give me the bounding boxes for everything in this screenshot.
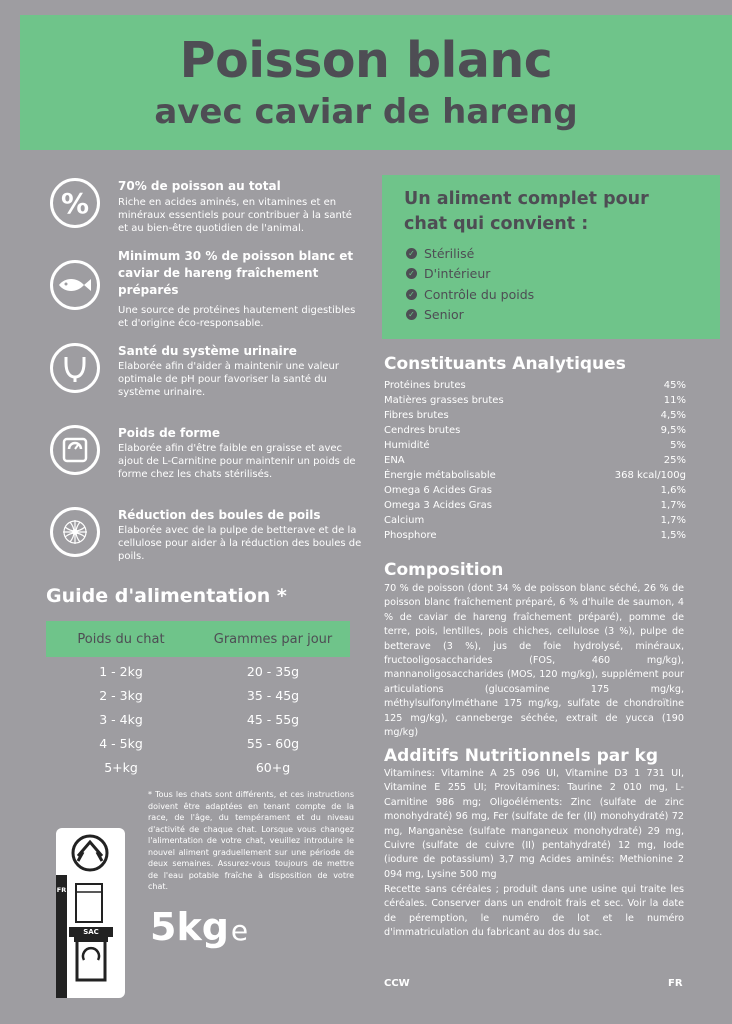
table-row: Énergie métabolisable 368 kcal/100g	[384, 470, 686, 481]
composition-heading: Composition	[384, 560, 504, 580]
table-row: Omega 3 Acides Gras 1,7%	[384, 500, 686, 511]
check-icon: ✓	[406, 289, 417, 300]
feature-title: 70% de poisson au total	[118, 179, 281, 193]
storage-text: Recette sans céréales ; produit dans une usine qui traite les céréales. Conserver dans un endroit frais et sec. Voir la date de péremption, le numéro de lot et le numéro d'immatriculation du fabricant au dos du sac.	[384, 884, 684, 939]
feature-title: Réduction des boules de poils	[118, 508, 321, 522]
feeding-guide-heading: Guide d'alimentation *	[46, 585, 287, 607]
check-icon: ✓	[406, 248, 417, 259]
feature-title: Poids de forme	[118, 426, 220, 440]
table-row: 1 - 2kg 20 - 35g	[99, 664, 300, 679]
constituents-heading: Constituants Analytiques	[384, 354, 626, 374]
check-icon: ✓	[406, 268, 417, 279]
column-header: Grammes par jour	[213, 631, 333, 647]
net-weight: 5kge	[150, 905, 249, 949]
footer-country: FR	[668, 978, 683, 989]
additives-heading: Additifs Nutritionnels par kg	[384, 746, 659, 766]
footer-code: CCW	[384, 978, 410, 989]
list-item: ✓ Senior	[406, 305, 534, 326]
table-row: Cendres brutes 9,5%	[384, 425, 686, 436]
fish-icon	[50, 260, 100, 310]
table-row: Protéines brutes 45%	[384, 380, 686, 391]
table-row: 4 - 5kg 55 - 60g	[99, 736, 300, 751]
additives-text: Vitamines: Vitamine A 25 096 UI, Vitamine D3 1 731 UI, Vitamine E 255 UI; Provitamines: Taurine 2 010 mg, L-Carnitine 986 mg; Oligoéléments: Zinc (sulfate de zinc monohydraté) 96 mg, Fer (sulfate de fer (II) monohydraté) 72 mg, Manganèse (sulfate manganeux monohydraté) 29 mg, Cuivre (sulfate de cuivre (II) pentahydraté) 12 mg, Iode (iodure de potassium) 3,7 mg Acides aminés: Methionine 2 094 mg, Lysine 500 mg	[384, 768, 684, 880]
table-row: Humidité 5%	[384, 440, 686, 451]
feeding-table-header	[46, 621, 350, 657]
bag-label: SAC	[83, 928, 99, 936]
country-code: FR	[56, 886, 67, 894]
feature-text: Une source de protéines hautement digestibles et d'origine éco-responsable.	[118, 305, 356, 329]
table-row: 2 - 3kg 35 - 45g	[99, 688, 300, 703]
percent-icon: %	[50, 178, 100, 228]
table-row: 3 - 4kg 45 - 55g	[99, 712, 300, 727]
suitability-box	[382, 175, 720, 339]
list-item: ✓ Stérilisé	[406, 243, 534, 264]
constituents-table	[384, 378, 686, 543]
composition-text: 70 % de poisson (dont 34 % de poisson blanc séché, 26 % de poisson blanc fraîchement préparé, 6 % d'huile de saumon, 4 % de caviar de hareng fraîchement préparé), pomme de terre, pois, lentilles, pois chiches, cellulose (3 %), pulpe de betterave (3 %), jus de foie hydrolysé, minéraux, fructooligosaccharides (FOS, 460 mg/kg), mannanoligosaccharides (MOS, 120 mg/kg), supplément pour articulations (glucosamine 175 mg/kg, méthylsulfonylméthane 175 mg/kg, sulfate de chondroïtine 125 mg/kg), canneberge séchée, extrait de yucca (190 mg/kg)	[384, 583, 684, 739]
feature-text: Elaborée avec de la pulpe de betterave et de la cellulose pour aider à la réduction des boules de poils.	[118, 525, 362, 562]
product-subtitle: avec caviar de hareng	[154, 92, 578, 132]
list-item: ✓ D'intérieur	[406, 264, 534, 285]
column-header: Poids du chat	[77, 631, 165, 647]
feeding-note: * Tous les chats sont différents, et ces instructions doivent être adaptées en tenant compte de la race, de l'âge, du tempérament et du niveau d'activité de chaque chat. Lorsque vous changez l'alimentation de votre chat, veuillez introduire le nouvel aliment graduellement sur une période de deux semaines. Assurez-vous toujours de mettre de l'eau potable fraîche à disposition de votre chat.	[148, 790, 354, 891]
bladder-icon	[50, 343, 100, 393]
table-row: Calcium 1,7%	[384, 515, 686, 526]
feature-title: Santé du système urinaire	[118, 344, 297, 358]
hairball-icon	[50, 507, 100, 557]
table-row: ENA 25%	[384, 455, 686, 466]
table-row: 5+kg 60+g	[104, 760, 291, 775]
triman-icon	[56, 828, 125, 998]
scale-icon	[50, 425, 100, 475]
feature-text: Elaborée afin d'aider à maintenir une valeur optimale de pH pour favoriser la santé du système urinaire.	[118, 361, 340, 398]
table-row: Matières grasses brutes 11%	[384, 395, 686, 406]
table-row: Omega 6 Acides Gras 1,6%	[384, 485, 686, 496]
feature-text: Riche en acides aminés, en vitamines et en minéraux essentiels pour contribuer à la santé et au bien-être quotidien de l'animal.	[118, 197, 352, 234]
product-title: Poisson blanc	[179, 32, 553, 89]
suitability-title: Un aliment complet pour chat qui convient :	[404, 189, 649, 234]
feature-title: Minimum 30 % de poisson blanc et caviar de hareng fraîchement préparés	[118, 249, 354, 297]
check-icon: ✓	[406, 309, 417, 320]
table-row: Fibres brutes 4,5%	[384, 410, 686, 421]
suitability-list	[406, 243, 534, 325]
list-item: ✓ Contrôle du poids	[406, 284, 534, 305]
feature-text: Elaborée afin d'être faible en graisse et avec ajout de L-Carnitine pour maintenir un poids de forme chez les chats stérilisés.	[118, 443, 356, 480]
estimated-sign: e	[230, 914, 249, 947]
table-row: Phosphore 1,5%	[384, 530, 686, 541]
recycling-pictogram	[56, 828, 125, 998]
